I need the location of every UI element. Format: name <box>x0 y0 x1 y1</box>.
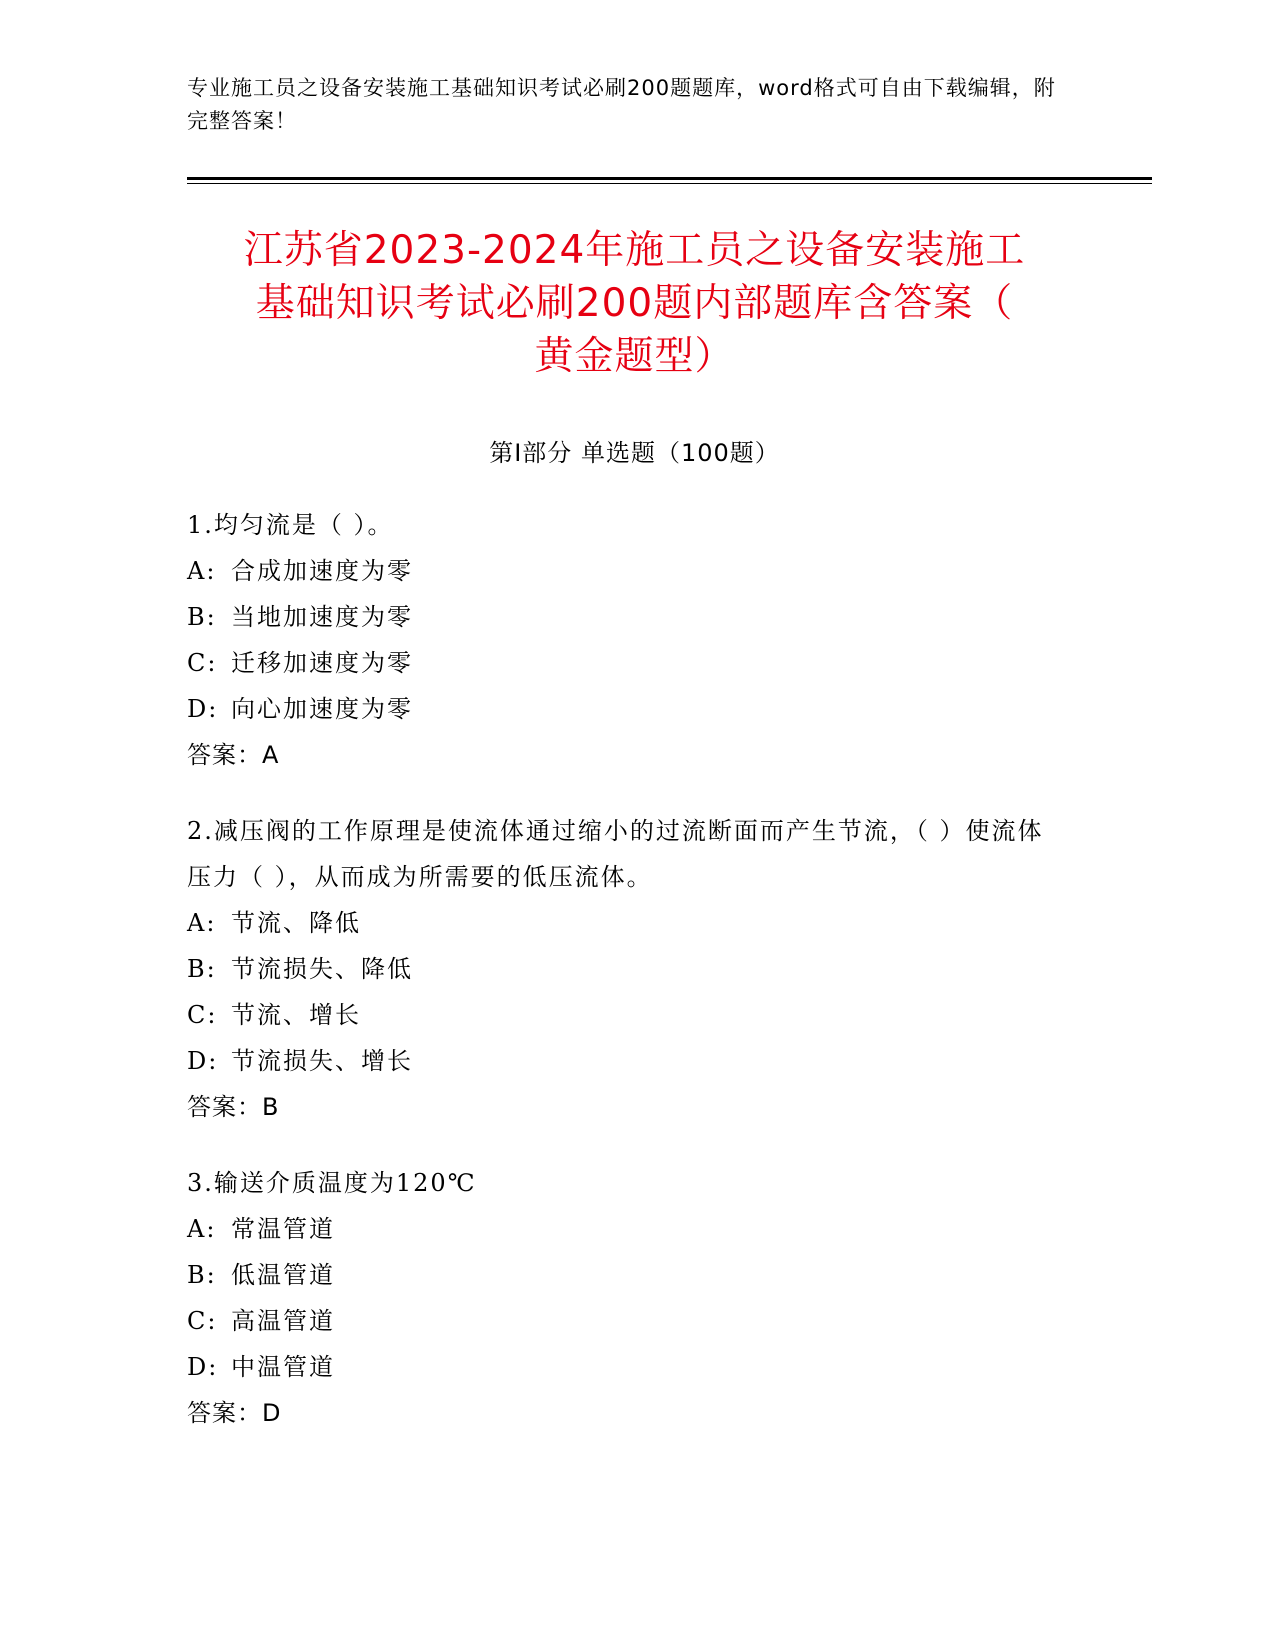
question-2 <box>187 808 1067 1130</box>
option-key: C: <box>187 1307 218 1335</box>
option-text: 迁移加速度为零 <box>231 649 413 677</box>
option-b <box>187 1252 1067 1298</box>
option-text: 高温管道 <box>231 1307 335 1335</box>
option-d <box>187 1344 1067 1390</box>
option-c <box>187 1298 1067 1344</box>
option-text: 低温管道 <box>231 1261 335 1289</box>
header-divider-thin <box>187 183 1152 184</box>
option-a <box>187 900 1067 946</box>
option-text: 常温管道 <box>231 1215 335 1243</box>
option-key: B: <box>187 1261 217 1289</box>
option-text: 节流、降低 <box>231 909 361 937</box>
answer-line: 答案：B <box>187 1093 280 1121</box>
option-a <box>187 548 1067 594</box>
question-stem: 3.输送介质温度为120℃ <box>187 1169 477 1197</box>
option-key: D: <box>187 695 219 723</box>
option-b <box>187 594 1067 640</box>
option-b <box>187 946 1067 992</box>
document-title-line-3: 黄金题型） <box>534 334 735 379</box>
document-title-line-2: 基础知识考试必刷200题内部题库含答案（ <box>255 281 1014 326</box>
option-text: 节流、增长 <box>231 1001 361 1029</box>
option-c <box>187 640 1067 686</box>
option-d <box>187 686 1067 732</box>
option-text: 中温管道 <box>231 1353 335 1381</box>
option-key: A: <box>187 1215 217 1243</box>
answer-line: 答案：D <box>187 1399 282 1427</box>
option-key: B: <box>187 955 217 983</box>
question-stem: 2.减压阀的工作原理是使流体通过缩小的过流断面而产生节流，（ ）使流体压力（ ），从而成为所需要的低压流体。 <box>187 817 1044 891</box>
option-key: D: <box>187 1353 219 1381</box>
option-key: A: <box>187 909 217 937</box>
option-key: B: <box>187 603 217 631</box>
document-title-line-1: 江苏省2023-2024年施工员之设备安装施工 <box>243 228 1026 273</box>
option-key: D: <box>187 1047 219 1075</box>
header-note: 专业施工员之设备安装施工基础知识考试必刷200题题库，word格式可自由下载编辑，附完整答案！ <box>187 76 1056 133</box>
question-1 <box>187 502 1067 778</box>
question-3 <box>187 1160 1067 1436</box>
section-title: 第Ⅰ部分 单选题（100题） <box>489 439 780 467</box>
option-key: C: <box>187 1001 218 1029</box>
option-text: 节流损失、降低 <box>231 955 413 983</box>
option-c <box>187 992 1067 1038</box>
question-stem: 1.均匀流是（ ）。 <box>187 511 394 539</box>
option-text: 合成加速度为零 <box>231 557 413 585</box>
option-d <box>187 1038 1067 1084</box>
option-key: A: <box>187 557 217 585</box>
option-key: C: <box>187 649 218 677</box>
option-text: 当地加速度为零 <box>231 603 413 631</box>
header-divider-thick <box>187 177 1152 180</box>
option-text: 向心加速度为零 <box>231 695 413 723</box>
answer-line: 答案：A <box>187 741 280 769</box>
option-text: 节流损失、增长 <box>231 1047 413 1075</box>
document-title <box>187 224 1082 383</box>
option-a <box>187 1206 1067 1252</box>
